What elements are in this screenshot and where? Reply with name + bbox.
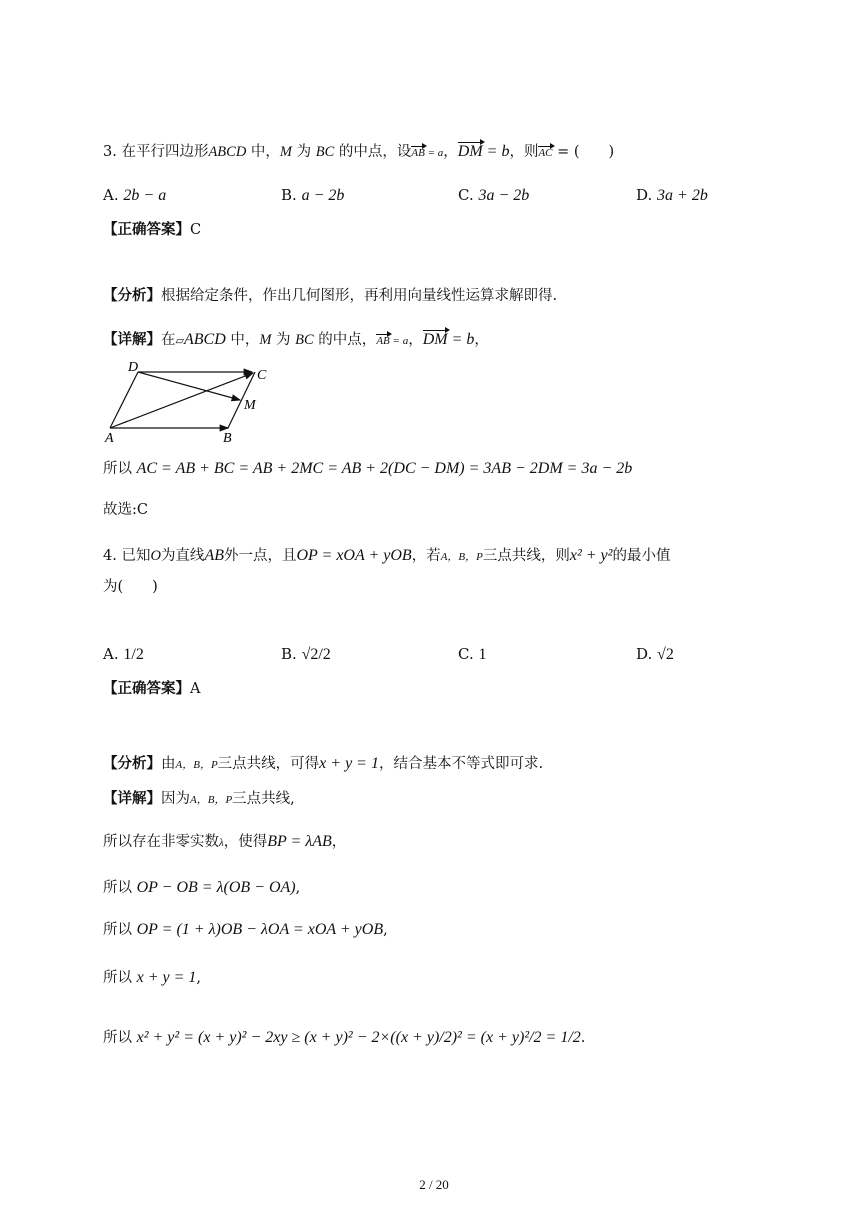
q3-analysis: 【分析】根据给定条件，作出几何图形，再利用向量线性运算求解即得. <box>103 287 558 304</box>
page-number: 2 / 20 <box>419 1177 449 1192</box>
q4-step-2: 所以 OP − OB = λ(OB − OA), <box>103 879 301 896</box>
q3-option-c: C. 3a − 2b <box>458 186 530 204</box>
q4-answer: 【正确答案】A <box>103 680 201 697</box>
q4-step-5: 所以 x² + y² = (x + y)² − 2xy ≥ (x + y)² − 2×((x + y)/2)² = (x + y)²/2 = 1/2. <box>103 1029 586 1046</box>
q4-option-b: B. √2/2 <box>281 645 331 663</box>
q4-step-1: 所以存在非零实数λ，使得BP = λAB， <box>103 833 347 850</box>
q3-option-d: D. 3a + 2b <box>636 186 708 204</box>
q3-so-line: 所以 AC = AB + BC = AB + 2MC = AB + 2(DC − DM) = 3AB − 2DM = 3a − 2b <box>103 460 633 477</box>
q3-option-b: B. a − 2b <box>281 186 345 204</box>
q4-analysis: 【分析】由A，B，P三点共线，可得x + y = 1，结合基本不等式即可求. <box>103 755 544 772</box>
q4-detail: 【详解】因为A，B，P三点共线, <box>103 790 295 807</box>
label-m: M <box>244 398 256 413</box>
label-d: D <box>128 360 139 375</box>
segment-dm <box>138 372 240 400</box>
q4-step-4: 所以 x + y = 1, <box>103 969 202 986</box>
q3-answer: 【正确答案】C <box>103 221 202 238</box>
label-c: C <box>257 368 267 383</box>
label-a: A <box>105 431 114 446</box>
q4-option-a: A. 1/2 <box>103 645 144 663</box>
q4-option-c: C. 1 <box>458 645 487 663</box>
q3-option-a: A. 2b − a <box>103 186 167 204</box>
q4-option-d: D. √2 <box>636 645 674 663</box>
q4-step-3: 所以 OP = (1 + λ)OB − λOA = xOA + yOB, <box>103 921 388 938</box>
label-b: B <box>223 431 232 446</box>
q3-stem: 3. 在平行四边形ABCD 中，M 为 BC 的中点，设AB = a，DM = b，则AC = ( ) <box>103 143 615 160</box>
q3-detail: 【详解】在▱ABCD 中，M 为 BC 的中点，AB = a，DM = b， <box>103 331 489 348</box>
q4-stem: 4. 已知O为直线AB外一点，且OP = xOA + yOB，若A，B，P三点共线，则x² + y²的最小值 <box>103 547 671 564</box>
q3-choose: 故选:C <box>103 502 148 518</box>
q4-stem-line2: 为( ) <box>103 579 158 595</box>
side-ad <box>110 372 138 428</box>
parallelogram-figure <box>100 358 290 448</box>
